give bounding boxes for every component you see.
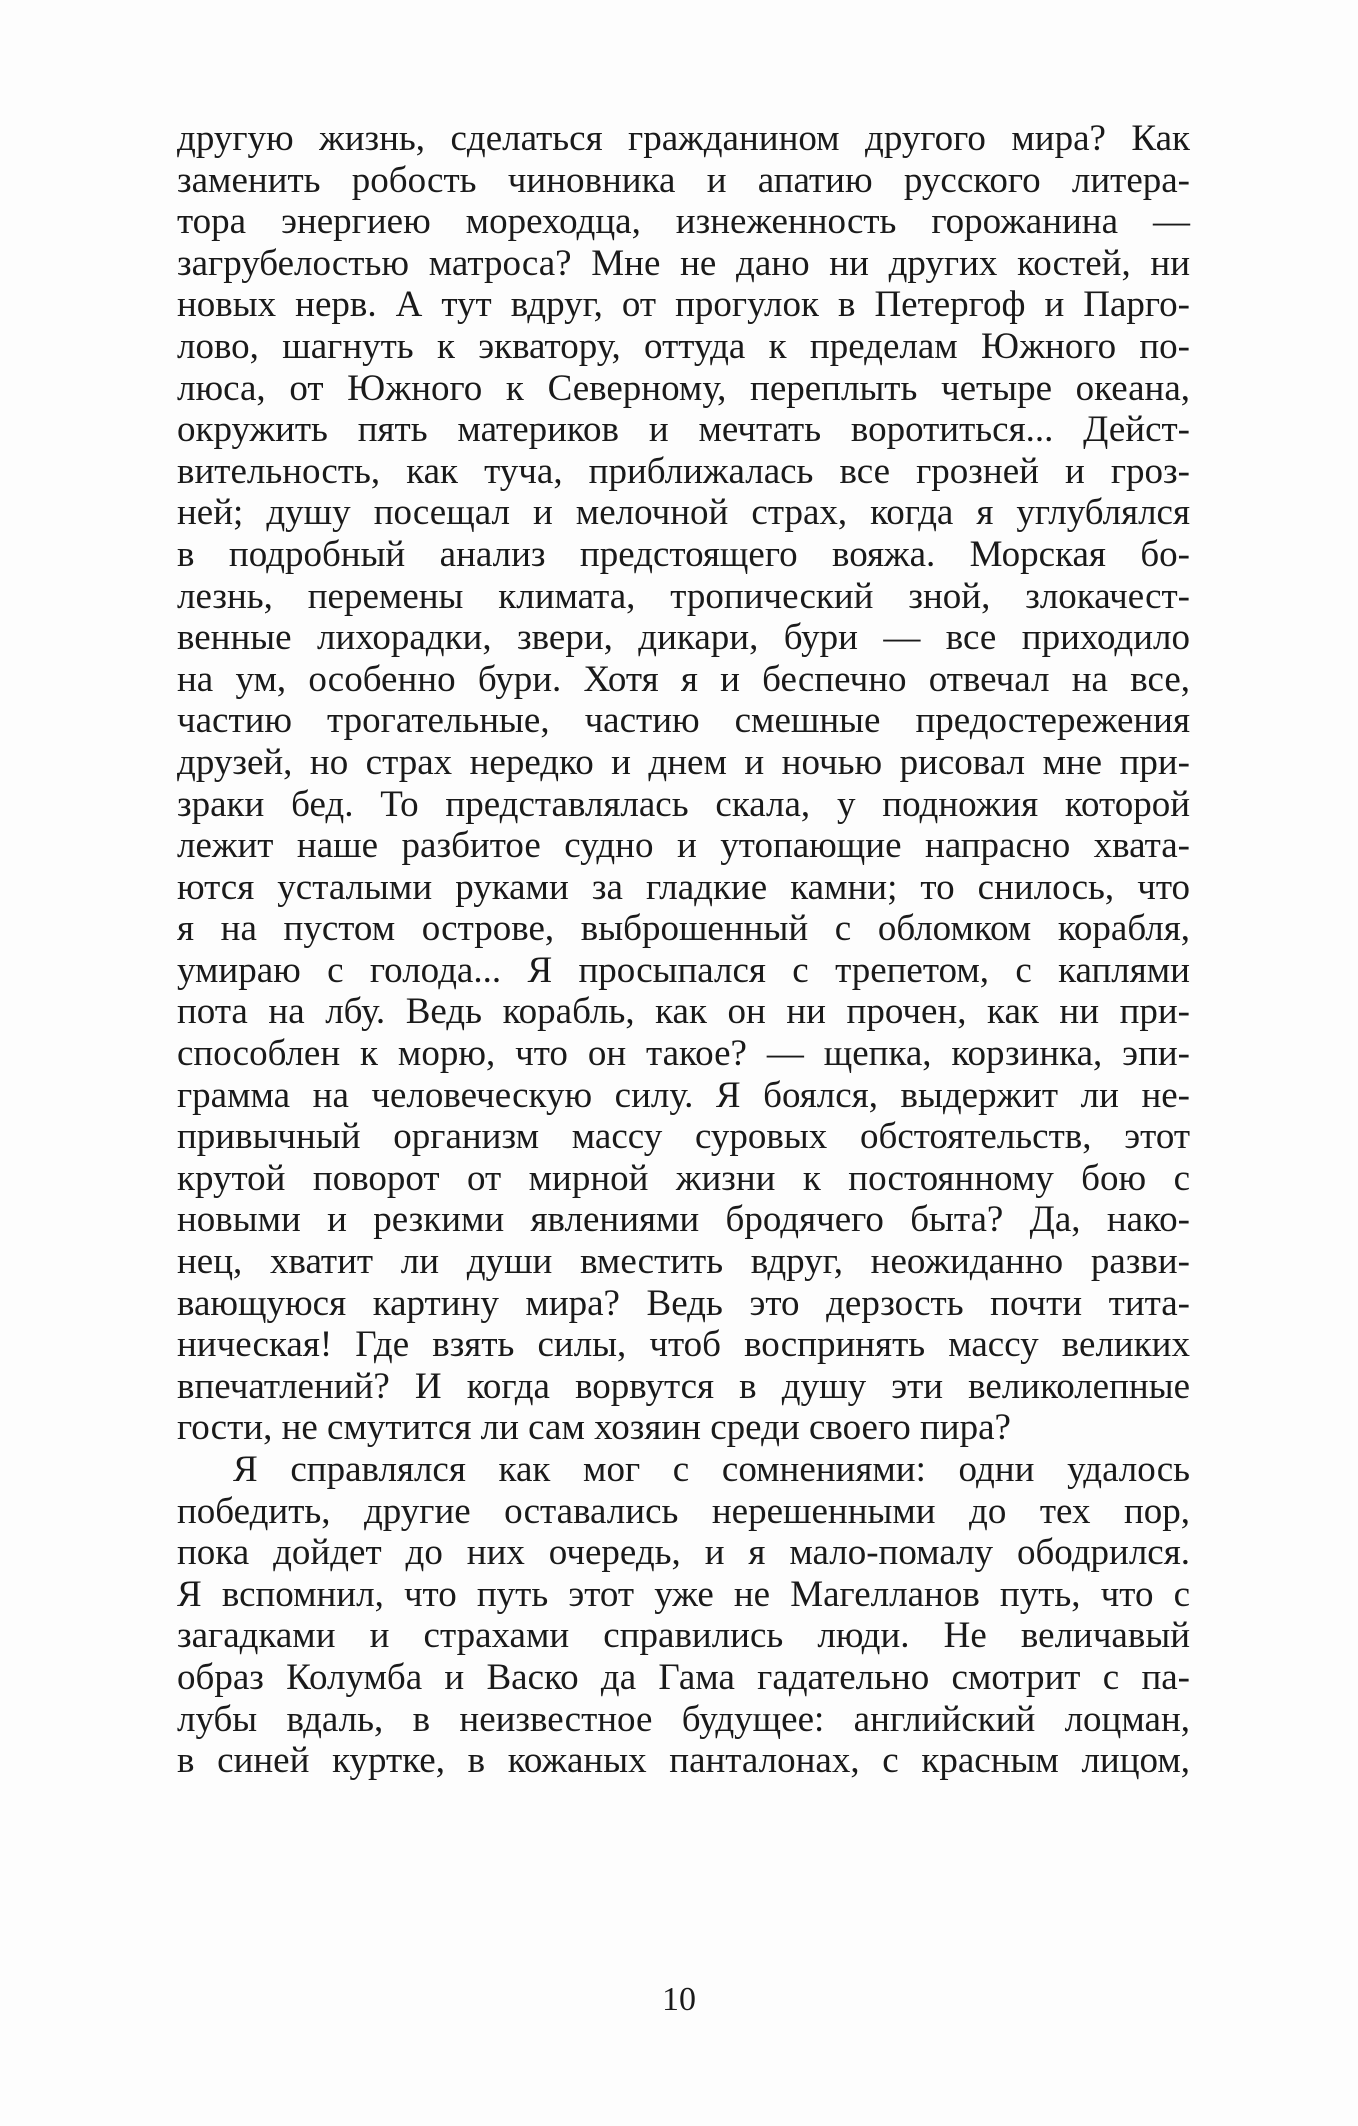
text-line: Я вспомнил, что путь этот уже не Магелланов путь, что с [177, 1573, 1190, 1615]
page-number: 10 [662, 1981, 696, 2018]
paragraph [177, 118, 1190, 1449]
body-text [177, 118, 1190, 1782]
text-line: способлен к морю, что он такое? — щепка, корзинка, эпи- [177, 1033, 1190, 1075]
text-line: зраки бед. То представлялась скала, у подножия которой [177, 783, 1190, 825]
text-line: Я справлялся как мог с сомнениями: одни удалось [233, 1449, 1190, 1490]
text-line: гости, не смутится ли сам хозяин среди своего пира? [177, 1407, 1011, 1449]
text-line: умираю с голода... Я просыпался с трепетом, с каплями [177, 949, 1190, 991]
text-line: окружить пять материков и мечтать воротиться... Дейст- [177, 409, 1190, 451]
text-line: привычный организм массу суровых обстоятельств, этот [177, 1116, 1190, 1158]
text-line: лезнь, перемены климата, тропический зной, злокачест- [177, 575, 1190, 617]
text-line: вительность, как туча, приближалась все грозней и гроз- [177, 450, 1190, 492]
text-line: победить, другие оставались нерешенными до тех пор, [177, 1490, 1190, 1532]
text-line: пока дойдет до них очередь, и я мало-помалу ободрился. [177, 1532, 1190, 1574]
text-line: на ум, особенно бури. Хотя я и беспечно отвечал на все, [177, 658, 1190, 700]
text-line: загрубелостью матроса? Мне не дано ни других костей, ни [177, 242, 1190, 284]
text-line: частию трогательные, частию смешные предостережения [177, 700, 1190, 742]
paragraph [177, 1449, 1190, 1782]
text-line: загадками и страхами справились люди. Не величавый [177, 1615, 1190, 1657]
text-line: лово, шагнуть к экватору, оттуда к пределам Южного по- [177, 325, 1190, 367]
text-line: впечатлений? И когда ворвутся в душу эти великолепные [177, 1365, 1190, 1407]
text-line: ются усталыми руками за гладкие камни; то снилось, что [177, 866, 1190, 908]
text-line: я на пустом острове, выброшенный с обломком корабля, [177, 908, 1190, 950]
text-line: лубы вдаль, в неизвестное будущее: английский лоцман, [177, 1698, 1190, 1740]
text-line: нец, хватит ли души вместить вдруг, неожиданно разви- [177, 1241, 1190, 1283]
text-line: другую жизнь, сделаться гражданином другого мира? Как [177, 118, 1190, 159]
text-line: пота на лбу. Ведь корабль, как он ни прочен, как ни при- [177, 991, 1190, 1033]
text-line: друзей, но страх нередко и днем и ночью рисовал мне при- [177, 741, 1190, 783]
text-line: ническая! Где взять силы, чтоб воспринять массу великих [177, 1324, 1190, 1366]
text-line: лежит наше разбитое судно и утопающие напрасно хвата- [177, 825, 1190, 867]
text-line: вающуюся картину мира? Ведь это дерзость почти тита- [177, 1282, 1190, 1324]
text-line: венные лихорадки, звери, дикари, бури — все приходило [177, 617, 1190, 659]
text-line: в синей куртке, в кожаных панталонах, с красным лицом, [177, 1740, 1190, 1782]
text-line: новыми и резкими явлениями бродячего быта? Да, нако- [177, 1199, 1190, 1241]
text-line: образ Колумба и Васко да Гама гадательно смотрит с па- [177, 1656, 1190, 1698]
text-line: новых нерв. А тут вдруг, от прогулок в Петергоф и Парго- [177, 284, 1190, 326]
text-line: в подробный анализ предстоящего вояжа. Морская бо- [177, 533, 1190, 575]
text-line: грамма на человеческую силу. Я боялся, выдержит ли не- [177, 1074, 1190, 1116]
text-line: крутой поворот от мирной жизни к постоянному бою с [177, 1157, 1190, 1199]
text-line: люса, от Южного к Северному, переплыть четыре океана, [177, 367, 1190, 409]
text-line: заменить робость чиновника и апатию русского литера- [177, 159, 1190, 201]
text-line: ней; душу посещал и мелочной страх, когда я углублялся [177, 492, 1190, 534]
text-line: тора энергиею мореходца, изнеженность горожанина — [177, 201, 1190, 243]
